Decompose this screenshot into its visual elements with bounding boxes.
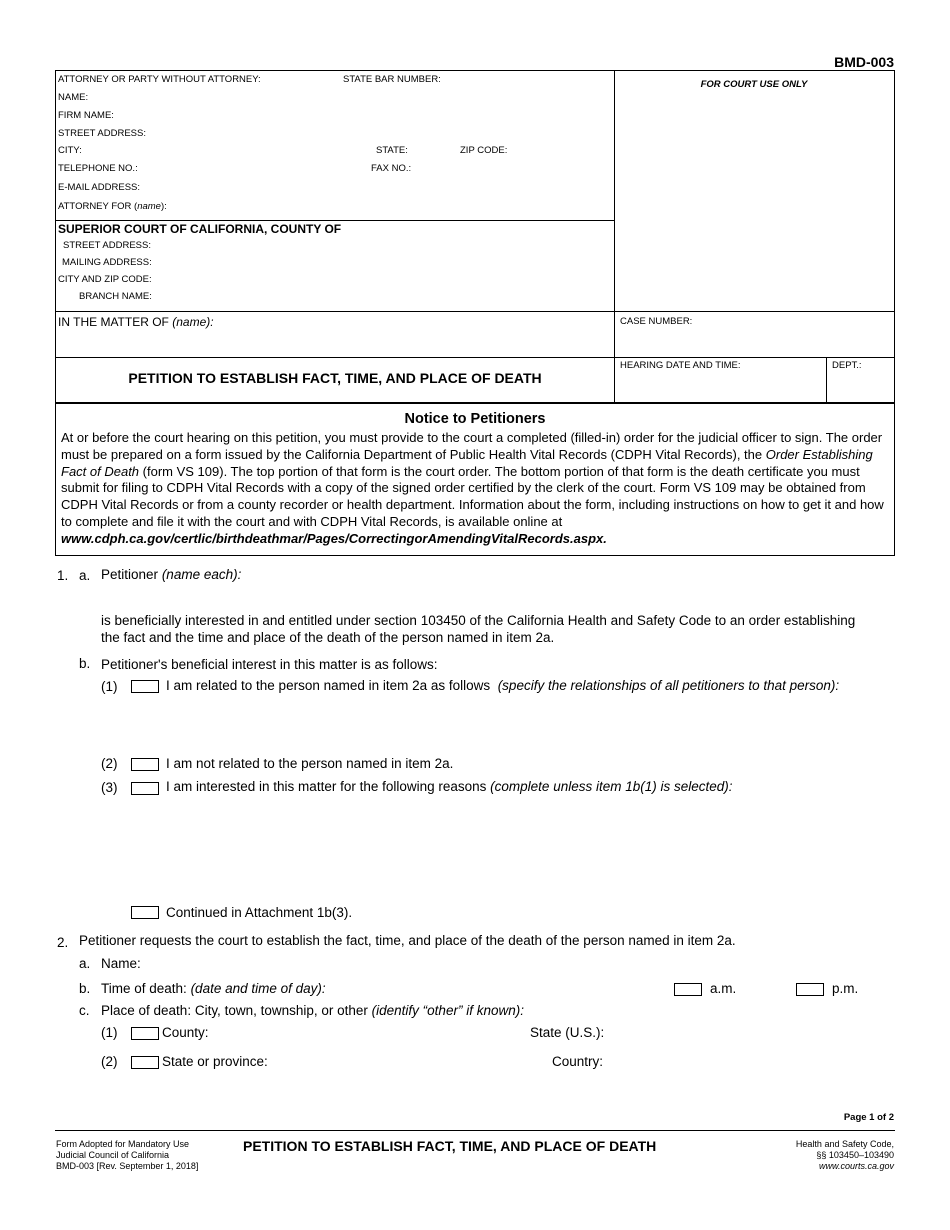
- item1a-text: Petitioner (name each):: [101, 567, 242, 582]
- courts-link[interactable]: www.courts.ca.gov: [818, 1161, 894, 1171]
- footer-left: Form Adopted for Mandatory Use Judicial Council of California BMD-003 [Rev. September 1, 2018]: [56, 1139, 199, 1171]
- matter-of-label: IN THE MATTER OF (name):: [58, 315, 214, 329]
- county-label: County:: [162, 1025, 209, 1040]
- attorney-for-label: ATTORNEY FOR (name):: [58, 201, 167, 212]
- state-bar-label: STATE BAR NUMBER:: [343, 74, 441, 85]
- court-city-zip-label: CITY AND ZIP CODE:: [58, 274, 152, 285]
- item2b-label: b.: [79, 981, 91, 996]
- attorney-label: ATTORNEY OR PARTY WITHOUT ATTORNEY:: [58, 74, 261, 85]
- caption-box: [55, 70, 895, 403]
- item1b-text: Petitioner's beneficial interest in this matter is as follows:: [101, 657, 438, 672]
- pm-checkbox[interactable]: [796, 983, 824, 996]
- street-address-label: STREET ADDRESS:: [58, 128, 146, 139]
- continued-checkbox[interactable]: [131, 906, 159, 919]
- court-street-label: STREET ADDRESS:: [63, 240, 151, 251]
- am-checkbox[interactable]: [674, 983, 702, 996]
- pm-label: p.m.: [832, 981, 859, 996]
- notice-body: At or before the court hearing on this petition, you must provide to the court a completed (filled-in) order for the judicial officer to sign. The order must be prepared on a form issued by the California Department of Public Health Vital Records (CDPH Vital Records), the Order Establishing Fact of Death (form VS 109). The top portion of that form is the court order. The bottom portion of that form is the death certificate you must submit for filing to CDPH Vital Records with a copy of the signed order certified by the clerk of the court. Form VS 109 may be obtained from CDPH Vital Records or from a county recorder or health department. Information about the form, including instructions on how to get it and how to complete and file it with the court and with CDPH Vital Records, is available online at www.cdph.ca.gov/certlic/birthdeathmar/Pages/CorrectingorAmendingVitalRecords.aspx.: [61, 430, 884, 546]
- item2c1-number: (1): [101, 1025, 118, 1040]
- petition-title: PETITION TO ESTABLISH FACT, TIME, AND PLACE OF DEATH: [128, 370, 542, 386]
- item1b1-checkbox[interactable]: [131, 680, 159, 693]
- item1b-label: b.: [79, 656, 91, 671]
- item1b2-checkbox[interactable]: [131, 758, 159, 771]
- email-label: E-MAIL ADDRESS:: [58, 182, 141, 193]
- item1a-label: a.: [79, 568, 91, 583]
- telephone-label: TELEPHONE NO.:: [58, 163, 138, 174]
- name-label: NAME:: [58, 92, 89, 103]
- court-title: SUPERIOR COURT OF CALIFORNIA, COUNTY OF: [58, 222, 342, 236]
- notice-title: Notice to Petitioners: [404, 411, 546, 427]
- fax-label: FAX NO.:: [371, 163, 412, 174]
- court-mailing-label: MAILING ADDRESS:: [62, 257, 152, 268]
- footer-title: PETITION TO ESTABLISH FACT, TIME, AND PLACE OF DEATH: [243, 1138, 657, 1154]
- item1b3-checkbox[interactable]: [131, 782, 159, 795]
- item1a-line2: the fact and the time and place of the death of the person named in item 2a.: [101, 630, 555, 645]
- item1a-line1: is beneficially interested in and entitled under section 103450 of the California Health and Safety Code to an order establishing: [101, 613, 856, 628]
- item2a-text: Name:: [101, 956, 141, 971]
- item2a-label: a.: [79, 956, 91, 971]
- state-label: STATE:: [376, 145, 408, 156]
- court-use-only-label: FOR COURT USE ONLY: [700, 79, 808, 90]
- item1b2-number: (2): [101, 756, 118, 771]
- item2-number: 2.: [57, 935, 69, 950]
- page-number: Page 1 of 2: [843, 1112, 894, 1123]
- item2c2-number: (2): [101, 1054, 118, 1069]
- continued-text: Continued in Attachment 1b(3).: [166, 905, 353, 920]
- item1b1-number: (1): [101, 679, 118, 694]
- hearing-date-label: HEARING DATE AND TIME:: [620, 360, 741, 371]
- case-number-label: CASE NUMBER:: [620, 316, 693, 327]
- state-province-label: State or province:: [162, 1054, 268, 1069]
- country-label: Country:: [552, 1054, 604, 1069]
- county-checkbox[interactable]: [131, 1027, 159, 1040]
- court-branch-label: BRANCH NAME:: [79, 291, 152, 302]
- item1b2-text: I am not related to the person named in item 2a.: [166, 756, 454, 771]
- footer-right: Health and Safety Code, §§ 103450–103490 www.courts.ca.gov: [795, 1139, 894, 1171]
- item2b-text: Time of death: (date and time of day):: [101, 981, 326, 996]
- form-id: BMD-003: [834, 54, 894, 70]
- item2-text: Petitioner requests the court to establish the fact, time, and place of the death of the person named in item 2a.: [79, 933, 736, 948]
- zip-code-label: ZIP CODE:: [460, 145, 508, 156]
- item1-number: 1.: [57, 568, 69, 583]
- item1b3-number: (3): [101, 780, 118, 795]
- item2c-text: Place of death: City, town, township, or other (identify “other” if known):: [101, 1003, 524, 1018]
- item2c-label: c.: [79, 1003, 90, 1018]
- dept-label: DEPT.:: [832, 360, 862, 371]
- state-us-label: State (U.S.):: [530, 1025, 605, 1040]
- state-province-checkbox[interactable]: [131, 1056, 159, 1069]
- item1b3-text: I am interested in this matter for the following reasons (complete unless item 1b(1) is selected):: [166, 779, 733, 794]
- firm-name-label: FIRM NAME:: [58, 110, 114, 121]
- am-label: a.m.: [710, 981, 737, 996]
- city-label: CITY:: [58, 145, 82, 156]
- item1b1-text: I am related to the person named in item 2a as follows (specify the relationships of all petitioners to that person):: [166, 678, 840, 693]
